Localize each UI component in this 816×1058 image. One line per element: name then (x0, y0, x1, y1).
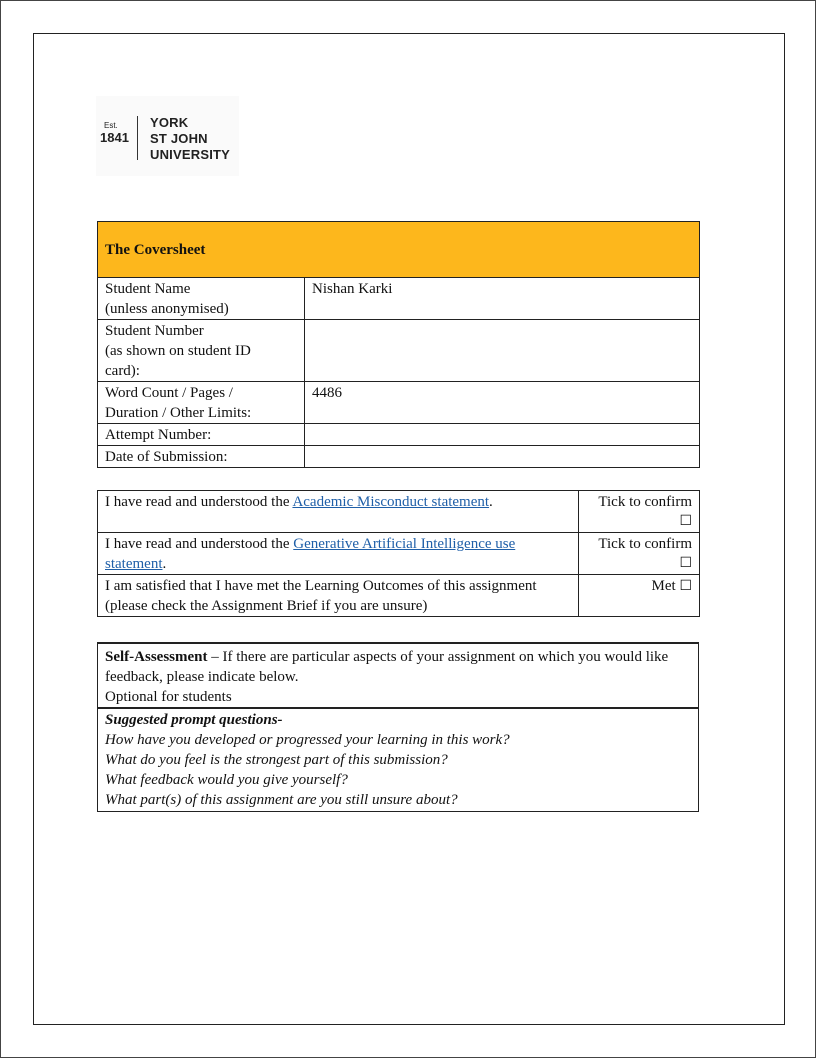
label-line: Student Number (105, 323, 204, 339)
outcomes-met-cell (579, 575, 700, 617)
student-name-field[interactable]: Nishan Karki (305, 278, 700, 320)
statement-prefix: I have read and understood the (105, 536, 294, 552)
label-line: (as shown on student ID (105, 343, 251, 359)
misconduct-statement-text (98, 491, 579, 533)
table-row (98, 382, 700, 424)
genai-statement-link[interactable]: Generative Artificial Intelligence use statement (105, 536, 516, 572)
genai-confirm-cell (579, 533, 700, 575)
logo-year: 1841 (100, 130, 129, 145)
coversheet-title: The Coversheet (98, 222, 700, 278)
label-line: Student Name (105, 281, 191, 297)
table-row (98, 446, 700, 468)
list-item: How have you developed or progressed your learning in this work? (105, 732, 510, 748)
self-assessment-title: Self-Assessment (105, 649, 208, 665)
table-row (98, 643, 699, 708)
optional-note: Optional for students (105, 689, 232, 705)
outcomes-line: I am satisfied that I have met the Learning Outcomes of this assignment (105, 578, 537, 594)
logo-divider (137, 116, 138, 160)
prompt-questions[interactable] (98, 708, 699, 812)
list-item: What do you feel is the strongest part of this submission? (105, 752, 448, 768)
statement-suffix: . (489, 494, 493, 510)
prompt-questions-title: Suggested prompt questions- (105, 712, 283, 728)
academic-misconduct-link[interactable]: Academic Misconduct statement (292, 494, 490, 510)
table-row (98, 708, 699, 812)
met-label: Met (651, 578, 676, 594)
logo-line-york: YORK (150, 115, 189, 130)
table-row (98, 320, 700, 382)
self-assessment-table (97, 642, 699, 812)
outcomes-met-checkbox[interactable]: ☐ (679, 579, 692, 594)
student-number-label (98, 320, 305, 382)
list-item: What part(s) of this assignment are you still unsure about? (105, 792, 458, 808)
self-assessment-intro: – If there are particular aspects of your assignment on which you would like feedback, please indicate below. (105, 649, 669, 685)
misconduct-confirm-cell (579, 491, 700, 533)
table-row (98, 491, 700, 533)
submission-date-field[interactable] (305, 446, 700, 468)
label-line: Duration / Other Limits: (105, 405, 252, 421)
attempt-number-field[interactable] (305, 424, 700, 446)
student-name-label (98, 278, 305, 320)
genai-checkbox[interactable]: ☐ (679, 556, 692, 571)
logo-est: Est. (104, 121, 118, 130)
confirmation-table (97, 490, 700, 617)
label-line: Word Count / Pages / (105, 385, 233, 401)
table-row (98, 575, 700, 617)
genai-statement-text (98, 533, 579, 575)
word-count-label (98, 382, 305, 424)
statement-prefix: I have read and understood the (105, 494, 293, 510)
table-row (98, 533, 700, 575)
self-assessment-heading (98, 643, 699, 708)
coversheet-table (97, 221, 700, 468)
label-line: (unless anonymised) (105, 301, 229, 317)
tick-label: Tick to confirm (598, 494, 692, 510)
misconduct-checkbox[interactable]: ☐ (679, 514, 692, 529)
table-row (98, 424, 700, 446)
self-assessment-description (105, 647, 691, 687)
table-row (98, 278, 700, 320)
logo-line-stjohn: ST JOHN (150, 131, 208, 146)
word-count-field[interactable]: 4486 (305, 382, 700, 424)
outcomes-line: (please check the Assignment Brief if you are unsure) (105, 598, 428, 614)
statement-suffix: . (162, 556, 167, 572)
student-number-field[interactable] (305, 320, 700, 382)
label-line: card): (105, 363, 140, 379)
tick-label: Tick to confirm (598, 536, 692, 552)
submission-date-label: Date of Submission: (98, 446, 305, 468)
university-logo (96, 96, 239, 176)
attempt-number-label: Attempt Number: (98, 424, 305, 446)
logo-line-university: UNIVERSITY (150, 147, 231, 162)
learning-outcomes-text (98, 575, 579, 617)
list-item: What feedback would you give yourself? (105, 772, 348, 788)
